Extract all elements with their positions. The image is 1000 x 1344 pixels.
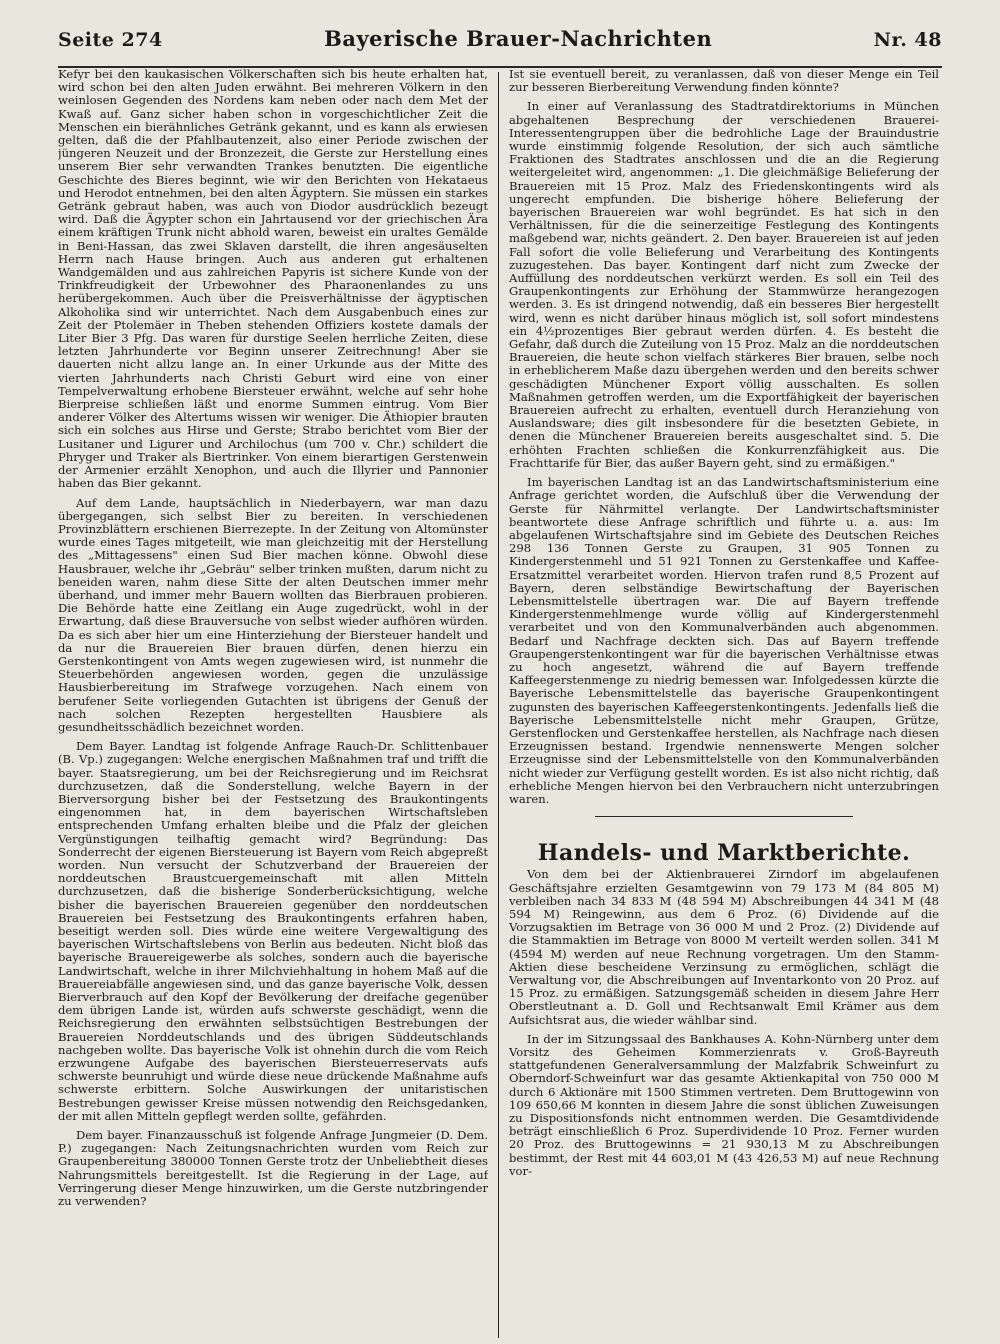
article-paragraph: Auf dem Lande, hauptsächlich in Niederbayern, war man dazu übergegangen, sich selbst Bier zu bereiten. In verschiedenen Provinzblättern erschienen Bierrezepte. In der Zeitung von Altomünster wurde eines Tages mitgeteilt, wie man gleichzeitig mit der Herstellung des „Mittagessens" einen Sud Bier machen könne. Obwohl diese Hausbrauer, welche ihr „Gebräu" selber trinken mußten, darum nicht zu beneiden waren, nahm diese Sitte der alten Deutschen immer mehr überhand, und immer mehr Bauern wollten das Bierbrauen probieren. Die Behörde hatte eine Zeitlang ein Auge zugedrückt, wohl in der Erwartung, daß diese Brauversuche von selbst wieder aufhören würden. Da es sich aber hier um eine Hinterziehung der Biersteuer handelt und da nur die Brauereien Bier brauen dürfen, denen hierzu ein Gerstenkontingent von Amts wegen zugewiesen wird, ist nunmehr die Steuerbehörden angewiesen worden, gegen die unzulässige Hausbierbereitung im Strafwege vorzugehen. Nach einem von berufener Seite vorliegenden Gutachten ist übrigens der Genuß der nach solchen Rezepten hergestellten Hausbiere als gesundheitsschädlich bezeichnet worden. [58, 495, 488, 734]
article-paragraph: In einer auf Veranlassung des Stadtratdirektoriums in München abgehaltenen Besprechung der verschiedenen Brauerei-Interessentengruppen über die bedrohliche Lage der Brauindustrie wurde einstimmig folgende Resolution, der sich auch sämtliche Fraktionen des Stadtrates anschlossen und die an die Regierung weitergeleitet wird, angenommen: „1. Die gleichmäßige Belieferung der Brauereien mit 15 Proz. Malz des Friedenskontingents wird als ungerecht empfunden. Die bisherige höhere Belieferung der bayerischen Brauereien war wohl begründet. Es hat sich in den Verhältnissen, für die die seinerzeitige Festlegung des Kontingents maßgebend war, nichts geändert. 2. Den bayer. Brauereien ist auf jeden Fall sofort die volle Belieferung und Verarbeitung des Kontingents zuzugestehen. Das bayer. Kontingent darf nicht zum Zwecke der Auffüllung des norddeutschen verkürzt werden. Es soll ein Teil des Graupenkontingents zur Erhöhung der Stammwürze herangezogen werden. 3. Es ist dringend notwendig, daß ein besseres Bier hergestellt wird, wenn es nicht darüber hinaus möglich ist, soll sofort mindestens ein 4½prozentiges Bier gebraut werden dürfen. 4. Es besteht die Gefahr, daß durch die Zuteilung von 15 Proz. Malz an die norddeutschen Brauereien, die heute schon vielfach stärkeres Bier brauen, selbe noch in erheblicherem Maße dazu übergehen werden und den bereits schwer geschädigten Münchener Export völlig ausschalten. Es sollen Maßnahmen getroffen werden, um die Exportfähigkeit der bayerischen Brauereien aufrecht zu erhalten, eventuell durch Heranziehung von Auslandsware; dies gilt insbesondere für die besetzten Gebiete, in denen die Münchener Brauereien bereits ausgeschaltet sind. 5. Die erhöhten Frachten schließen die Konkurrenzfähigkeit aus. Die Frachttarife für Bier, das außer Bayern geht, sind zu ermäßigen." [509, 99, 939, 470]
article-paragraph: In der im Sitzungssaal des Bankhauses A. Kohn-Nürnberg unter dem Vorsitz des Geheimen Kommerzienrats v. Groß-Bayreuth stattgefundenen Generalversammlung der Malzfabrik Schweinfurt zu Oberndorf-Schweinfurt war das gesamte Aktienkapital von 750 000 M durch 6 Aktionäre mit 1500 Stimmen vertreten. Dem Bruttogewinn von 109 650,66 M konnten in diesem Jahre die sonst üblichen Zuweisungen zu Dispositionsfonds nicht entnommen werden. Die Gesamtdividende beträgt einschließlich 6 Proz. Superdividende 10 Proz. Ferner wurden 20 Proz. des Bruttogewinns = 21 930,13 M zu Abschreibungen bestimmt, der Rest mit 44 603,01 M (43 426,53 M) auf neue Rechnung vor- [509, 1031, 939, 1178]
column-divider [498, 72, 499, 1338]
right-column [509, 68, 939, 1338]
left-column [58, 68, 488, 1338]
publication-title: Bayerische Brauer-Nachrichten [324, 26, 713, 51]
page-number: Seite 274 [58, 29, 163, 51]
article-paragraph: Kefyr bei den kaukasischen Völkerschaften sich bis heute erhalten hat, wird schon bei den alten Juden erwähnt. Bei mehreren Völkern in den weinlosen Gegenden des Nordens kam neben oder nach dem Met der Kwaß auf. Ganz sicher haben schon in vorgeschichtlicher Zeit die Menschen ein bierähnliches Getränk gekannt, und es kann als erwiesen gelten, daß die der Pfahlbautenzeit, also einer Periode zwischen der jüngeren Neuzeit und der Bronzezeit, die Gerste zur Herstellung eines unserem Bier sehr verwandten Trankes benutzten. Die eigentliche Geschichte des Bieres beginnt, wie wir den Berichten von Hekataeus und Herodot entnehmen, bei den alten Ägyptern. Sie müssen ein starkes Getränk gebraut haben, was auch von Diodor ausdrücklich bezeugt wird. Daß die Ägypter schon ein Jahrtausend vor der griechischen Ära einem kräftigen Trunk nicht abhold waren, beweist ein uraltes Gemälde in Beni-Hassan, das zwei Sklaven darstellt, die ihren angesäuselten Herrn nach Hause bringen. Auch aus anderen gut erhaltenen Wandgemälden und aus zahlreichen Papyris ist sichere Kunde von der Trinkfreudigkeit der Urbewohner des Pharaonenlandes zu uns herübergekommen. Auch über die Preisverhältnisse der ägyptischen Alkoholika sind wir unterrichtet. Nach dem Ausgabenbuch eines zur Zeit der Ptolemäer in Theben stehenden Offiziers kostete damals der Liter Bier 3 Pfg. Das waren für durstige Seelen herrliche Zeiten, diese letzten Jahrhunderte vor Beginn unserer Zeitrechnung! Aber sie dauerten nicht allzu lange an. In einer Urkunde aus der Mitte des vierten Jahrhunderts nach Christi Geburt wird eine von einer Tempelverwaltung erhobene Biersteuer erwähnt, welche auf sehr hohe Bierpreise schließen läßt und enorme Summen eintrug. Vom Bier anderer Völker des Altertums wissen wir weniger. Die Äthiopier brauten sich ein solches aus Hirse und Gerste; Strabo berichtet vom Bier der Lusitaner und Ligurer und Archilochus (um 700 v. Chr.) schildert die Phryger und Traker als Biertrinker. Von einem bierartigen Gerstenwein der Armenier erzählt Xenophon, und auch die Illyrier und Pannonier haben das Bier gekannt. [58, 68, 488, 491]
section-separator [595, 816, 853, 817]
article-paragraph: Dem bayer. Finanzausschuß ist folgende Anfrage Jungmeier (D. Dem. P.) zugegangen: Nach Zeitungsnachrichten wurden vom Reich zur Graupenbereitung 380000 Tonnen Gerste trotz der Unbeliebtheit dieses Nahrungsmittels bereitgestellt. Ist die Regierung in der Lage, auf Verringerung dieser Menge hinzuwirken, um die Gerste nutzbringender zu verwenden? [58, 1128, 488, 1209]
article-paragraph: Im bayerischen Landtag ist an das Landwirtschaftsministerium eine Anfrage gerichtet worden, die Aufschluß über die Verwendung der Gerste für Nährmittel verlangte. Der Landwirtschaftsminister beantwortete diese Anfrage schriftlich und führte u. a. aus: Im abgelaufenen Wirtschaftsjahre sind im Gebiete des Deutschen Reiches 298 136 Tonnen Gerste zu Graupen, 31 905 Tonnen zu Kindergerstenmehl und 51 921 Tonnen zu Gerstenkaffee und Kaffee-Ersatzmittel verarbeitet worden. Hiervon trafen rund 8,5 Prozent auf Bayern, deren selbständige Bewirtschaftung der Bayerischen Lebensmittelstelle übertragen war. Die auf Bayern treffende Kindergerstenmehlmenge wurde völlig auf Kindergerstenmehl verarbeitet und von den Kommunalverbänden auch abgenommen. Bedarf und Nachfrage deckten sich. Das auf Bayern treffende Graupengerstenkontingent war für die bayerischen Verhältnisse etwas zu hoch angesetzt, während die auf Bayern treffende Kaffeegerstenmenge zu niedrig bemessen war. Infolgedessen kürzte die Bayerische Lebensmittelstelle das bayerische Graupenkontingent zugunsten des bayerischen Kaffeegerstenkontingents. Jedenfalls ließ die Bayerische Lebensmittelstelle nicht mehr Graupen, Grütze, Gerstenflocken und Gerstenkaffee herstellen, als Nachfrage nach diesen Erzeugnissen bestand. Irgendwie nennenswerte Mengen solcher Erzeugnisse sind der Lebensmittelstelle von den Kommunalverbänden nicht wieder zur Verfügung gestellt worden. Es ist also nicht richtig, daß erhebliche Mengen hiervon bei den Verbrauchern nicht unterzubringen waren. [509, 475, 939, 806]
article-paragraph: Dem Bayer. Landtag ist folgende Anfrage Rauch-Dr. Schlittenbauer (B. Vp.) zugegangen: Welche energischen Maßnahmen traf und trifft die bayer. Staatsregierung, um bei der Reichsregierung und im Reichsrat durchzusetzen, daß die Sonderstellung, welche Bayern in der Bierversorgung bisher bei der Festsetzung des Braukontingents eingenommen hat, in dem bayerischen Wirtschaftsleben entsprechenden Umfang erhalten bleibe und die Pfalz der gleichen Vergünstigungen teilhaftig gemacht wird? Begründung: Das Sonderrecht der eigenen Biersteuerung ist Bayern vom Reich abgepreßt worden. Nun versucht der Schutzverband der Brauereien der norddeutschen Braustcuergemeinschaft mit allen Mitteln durchzusetzen, daß die bisherige Sonderberücksichtigung, welche bisher die bayerischen Brauereien gegenüber den norddeutschen Brauereien bei Festsetzung des Braukontingents erfahren haben, beseitigt werden soll. Dies würde eine weitere Vergewaltigung des bayerischen Wirtschaftslebens von Berlin aus bedeuten. Nicht bloß das bayerische Brauereigewerbe als solches, sondern auch die bayerische Landwirtschaft, welche in ihrer Milchviehhaltung in hohem Maß auf die Brauereiabfälle angewiesen sind, und das ganze bayerische Volk, dessen Bierverbrauch auf den Kopf der Bevölkerung der dreifache gegenüber dem übrigen Lande ist, würden aufs schwerste geschädigt, wenn die Reichsregierung den erwähnten selbstsüchtigen Bestrebungen der Brauereien Norddeutschlands und des übrigen Süddeutschlands nachgeben wollte. Das bayerische Volk ist ohnehin durch die vom Reich erzwungene Aufgabe des bayerischen Biersteuerreservats aufs schwerste beunruhigt und würde diese neue drückende Maßnahme aufs schwerste erbittern. Solche Auswirkungen der unitaristischen Bestrebungen gewisser Kreise müssen notwendig den Reichsgedanken, der mit allen Mitteln gepflegt werden sollte, gefährden. [58, 739, 488, 1123]
article-paragraph: Ist sie eventuell bereit, zu veranlassen, daß von dieser Menge ein Teil zur besseren Bierbereitung Verwendung finden könnte? [509, 68, 939, 95]
issue-number: Nr. 48 [873, 29, 942, 51]
article-paragraph: Von dem bei der Aktienbrauerei Zirndorf im abgelaufenen Geschäftsjahre erzielten Gesamtgewinn von 79 173 M (84 805 M) verbleiben nach 34 833 M (48 594 M) Abschreibungen 44 341 M (48 594 M) Reingewinn, aus dem 6 Proz. (6) Dividende auf die Vorzugsaktien im Betrage von 36 000 M und 2 Proz. (2) Dividende auf die Stammaktien im Betrage von 8000 M verteilt werden sollen. 341 M (4594 M) werden auf neue Rechnung vorgetragen. Um den Stamm-Aktien diese bescheidene Verzinsung zu ermöglichen, schlägt die Verwaltung vor, die Abschreibungen auf Inventarkonto von 20 Proz. auf 15 Proz. zu ermäßigen. Satzungsgemäß scheiden in diesem Jahre Herr Oberstleutnant a. D. Goll und Rechtsanwalt Emil Krämer aus dem Aufsichtsrat aus, die wieder wählbar sind. [509, 867, 939, 1027]
page-header [58, 26, 942, 62]
columns [58, 68, 942, 1338]
section-heading: Handels- und Marktberichte. [537, 840, 911, 867]
